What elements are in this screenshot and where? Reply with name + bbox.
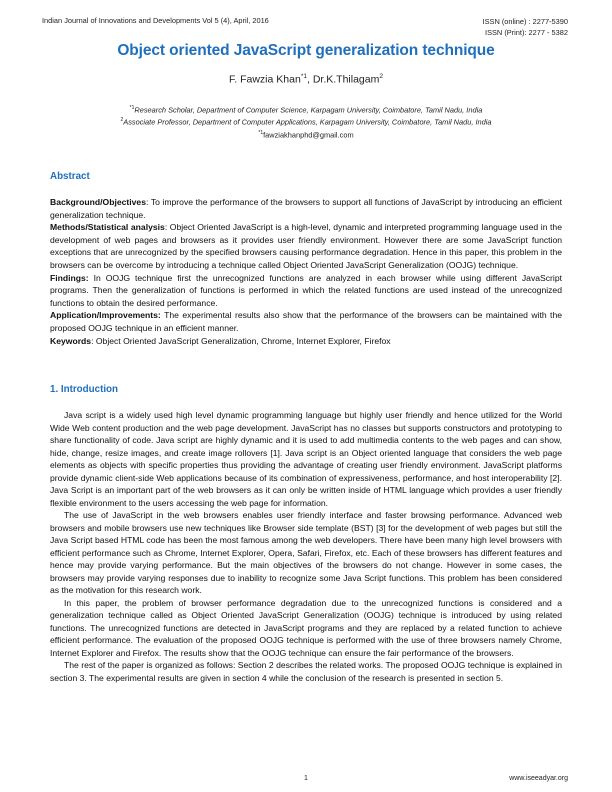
abstract-item bbox=[50, 221, 562, 271]
intro-paragraph: The use of JavaScript in the web browsers enables user friendly interface and faster browsing performance. Advanced web browsers and mobile browsers use new techniques like Browser side template (BST) [3] for the development of web pages but still the Java Script based HTML code has been the most famous among the web developers. There have been many high level browsers with efficient performance such as Chrome, Internet Explorer, Opera, Safari, Firefox, etc. Each of these browsers has different features and hence may provide varying performance. But the main objectives of the browsers do not change. However in some cases, the browsers may provide varying responses due to inability to recognize some Java Script functions. This problem has been considered as the motivation for this research work. bbox=[50, 510, 562, 595]
abstract-label: Methods/Statistical analysis bbox=[50, 222, 165, 233]
affiliation-text: Associate Professor, Department of Computer Applications, Karpagam University, Coimbatore, Tamil Nadu, India bbox=[123, 117, 492, 127]
affiliation-sup: 2 bbox=[120, 117, 124, 124]
abstract-label: Background/Objectives bbox=[50, 197, 146, 207]
intro-paragraph: The rest of the paper is organized as follows: Section 2 describes the related works. The proposed OOJG technique is explained in section 3. The experimental results are given in section 4 while the conclusion of the research is presented in section 5. bbox=[50, 660, 562, 683]
author-1-sup: *1 bbox=[300, 73, 307, 80]
abstract-heading: Abstract bbox=[50, 171, 90, 182]
abstract-label: Keywords bbox=[50, 335, 92, 346]
abstract-body bbox=[50, 196, 562, 347]
issn-block bbox=[483, 16, 568, 38]
intro-paragraph: In this paper, the problem of browser performance degradation due to the unrecognized functions is considered and a generalization technique called as Object Oriented JavaScript Generalization (OOJG) technique is introduced by using related functions. The unrecognized functions are detected in JavaScript programs and they are replaced by a related function to achieve efficient performance. The evaluation of the proposed OOJG technique is performed with the use of three browsers namely Chrome, Internet Explorer and Firefox. The results show that the OOJG technique can ensure the fair performance of the browsers. bbox=[50, 597, 562, 658]
abstract-item bbox=[50, 272, 562, 310]
affiliation-sup: *1 bbox=[129, 105, 135, 111]
email-line bbox=[0, 128, 612, 140]
introduction-body bbox=[50, 409, 562, 684]
abstract-label: Application/Improvements: bbox=[50, 310, 161, 321]
intro-paragraph: Java script is a widely used high level dynamic programming language but highly user friendly and hence utilized for the World Wide Web content production and the web page development. JavaScript has no classes but supports constructors and prototyping to share functionality of code. Java script are highly dynamic and it is used to add multimedia contents to the web pages and can show, hide, change, resize images, and create image rollovers [1]. Java script is an Object oriented language that considers the web page elements as objects with specific properties thus providing the advantage of creating user friendly environment. JavaScript platforms provide dynamic client-side Web applications because of its combination of expressiveness, performance, and host interoperability [2]. Java Script is an important part of the web browsers as it can only be written inside of HTML language which provides a user friendly flexible environment to the users accessing the web page for information. bbox=[50, 410, 562, 508]
abstract-text: Object Oriented JavaScript is a high-level, dynamic and interpreted programming language used in the development of web pages and browsers as it provides user friendly environment. However there are some JavaScript function exceptions that are unrecognized by the specified browsers causing performance degradation. Hence in this paper, this problem in the browsers can be overcome by introducing a technique called Object Oriented JavaScript Generalization (OOJG) technique. bbox=[50, 222, 562, 270]
affiliation-text: Research Scholar, Department of Computer Science, Karpagam University, Coimbatore, Tamil Nadu, India bbox=[134, 105, 483, 115]
author-1: F. Fawzia Khan bbox=[229, 73, 301, 86]
label-separator: : bbox=[164, 222, 170, 233]
abstract-item bbox=[50, 309, 562, 334]
abstract-text: In OOJG technique first the unrecognized functions are analyzed in each browser while using different JavaScript programs. Then the generalization of functions is performed in which the related functions are used instead of the unrecognized functions to obtain the desired performance. bbox=[50, 272, 562, 308]
page-number: 1 bbox=[304, 775, 308, 782]
issn-online: ISSN (online) : 2277-5390 bbox=[482, 17, 568, 26]
label-separator: : bbox=[146, 197, 151, 207]
author-email[interactable]: fawziakhanphd@gmail.com bbox=[263, 130, 354, 140]
abstract-text: The experimental results also show that the performance of the browsers can be maintained with the proposed OOJG technique in an efficient manner. bbox=[50, 310, 562, 333]
footer-url[interactable]: www.iseeadyar.org bbox=[509, 775, 568, 782]
journal-header: Indian Journal of Innovations and Developments Vol 5 (4), April, 2016 bbox=[42, 16, 269, 25]
issn-print: ISSN (Print): 2277 - 5382 bbox=[485, 28, 568, 37]
authors-line bbox=[0, 73, 612, 86]
affiliation-1 bbox=[0, 103, 612, 115]
abstract-label: Findings: bbox=[50, 272, 89, 283]
affiliation-2 bbox=[0, 115, 612, 127]
affiliations bbox=[0, 103, 612, 140]
abstract-text: To improve the performance of the browsers to support all functions of JavaScript by introducing an efficient generalization technique. bbox=[50, 197, 562, 220]
author-separator: , bbox=[306, 73, 313, 86]
label-separator: : bbox=[91, 335, 96, 346]
author-2: Dr.K.Thilagam bbox=[312, 73, 380, 86]
abstract-text: Object Oriented JavaScript Generalization, Chrome, Internet Explorer, Firefox bbox=[95, 335, 391, 346]
keywords bbox=[50, 335, 562, 348]
author-2-sup: 2 bbox=[379, 73, 383, 80]
introduction-heading: 1. Introduction bbox=[50, 384, 119, 395]
paper-title: Object oriented JavaScript generalization technique bbox=[117, 42, 495, 59]
affiliation-sup: *1 bbox=[258, 129, 264, 136]
abstract-item bbox=[50, 196, 562, 221]
